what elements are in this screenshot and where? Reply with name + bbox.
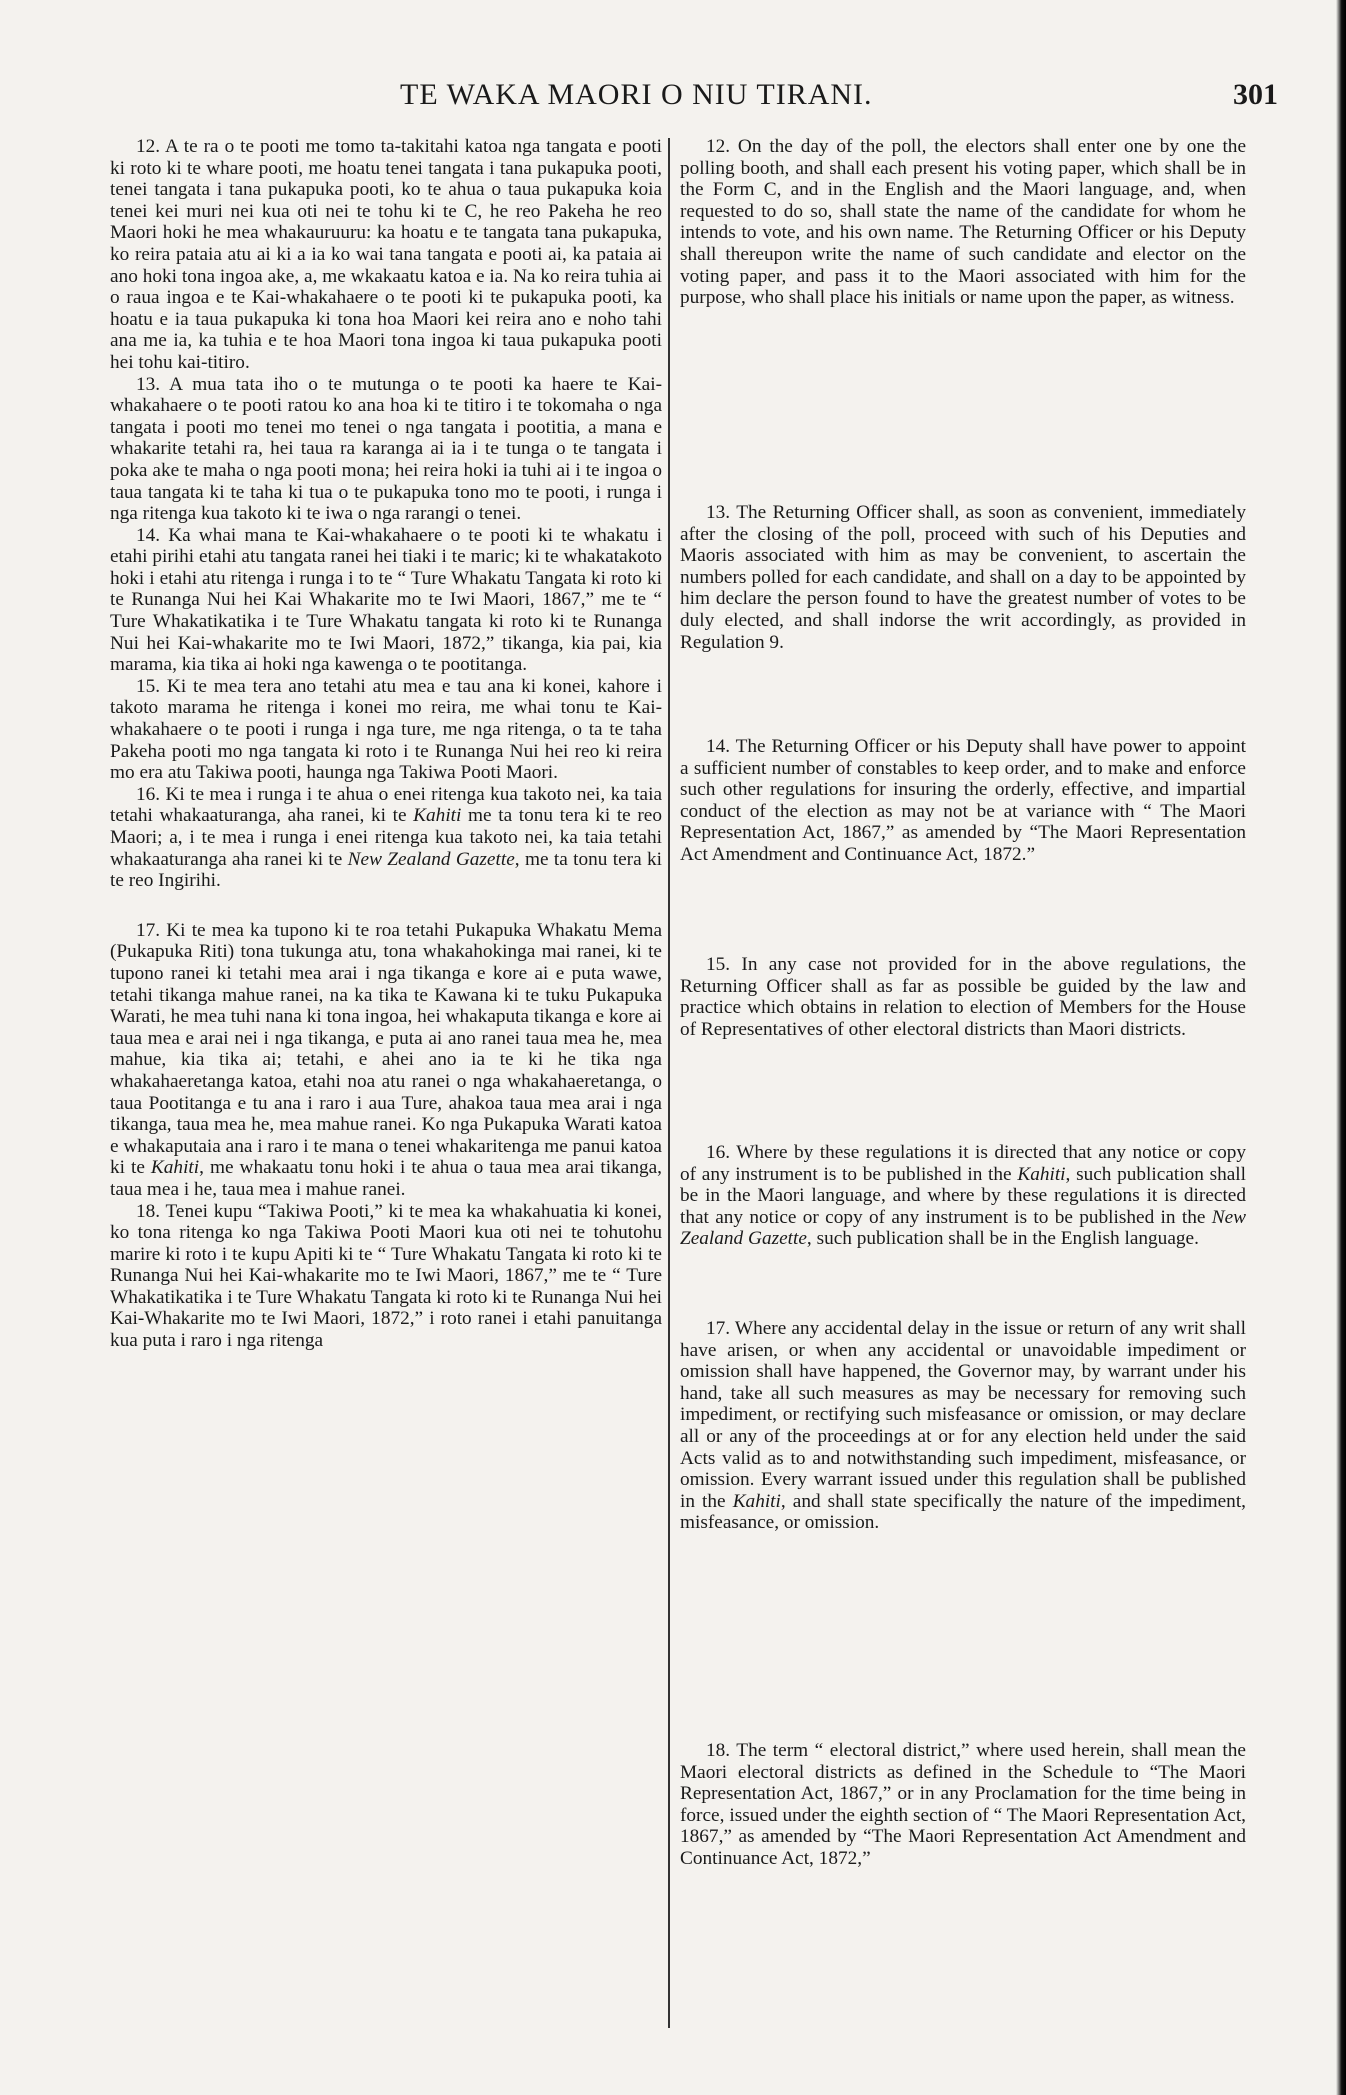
page-title: TE WAKA MAORI O NIU TIRANI. bbox=[400, 78, 873, 111]
english-paragraph-12: 12. On the day of the poll, the electors shall enter one by one the polling booth, and shall each present his voting paper, which shall be in the Form C, and in the English and the Maori language, and, when requested to do so, shall state the name of the candidate for whom he intends to vote, and his own name. The Returning Officer or his Deputy shall thereupon write the name of such candidate and elector on the voting paper, and pass it to the Maori associated with him for the purpose, who shall place his initials or name upon the paper, as witness. bbox=[680, 136, 1246, 309]
english-paragraph-14: 14. The Returning Officer or his Deputy shall have power to appoint a sufficient number of constables to keep order, and to make and enforce such other regulations for insuring the orderly, effective, and impartial conduct of the election as may not be at variance with “ The Maori Representation Act, 1867,” as amended by “The Maori Representation Act Amendment and Continuance Act, 1872.” bbox=[680, 736, 1246, 865]
english-paragraph-13: 13. The Returning Officer shall, as soon as convenient, immediately after the closing of the poll, proceed with such of his Deputies and Maoris associated with him as may be convenient, to ascertain the numbers polled for each candidate, and shall on a day to be appointed by him declare the person found to have the greatest number of votes to be duly elected, and shall indorse the writ accordingly, as provided in Regulation 9. bbox=[680, 502, 1246, 653]
english-paragraph-15: 15. In any case not provided for in the above regulations, the Returning Officer shall as far as possible be guided by the law and practice which obtains in relation to election of Members for the House of Representatives of other electoral districts than Maori districts. bbox=[680, 954, 1246, 1040]
page-number: 301 bbox=[1233, 78, 1278, 111]
maori-paragraph-18: 18. Tenei kupu “Takiwa Pooti,” ki te mea ka whakahuatia ki konei, ko tona ritenga ko nga Takiwa Pooti Maori kua oti nei te tohutohu marire ki roto i te kupu Apiti ki te “ Ture Whakatu Tangata ki roto ki te Runanga Nui hei Kai-whakarite mo te Iwi Maori, 1867,” me te “ Ture Whakatikatika i te Ture Whakatu Tangata ki roto ki te Runanga Nui hei Kai-Whakarite mo te Iwi Maori, 1872,” i roto ranei i etahi panuitanga kua puta i raro i nga ritenga bbox=[110, 1200, 662, 1352]
english-paragraph-18: 18. The term “ electoral district,” where used herein, shall mean the Maori electoral districts as defined in the Schedule to “The Maori Representation Act, 1867,” or in any Proclamation for the time being in force, issued under the eighth section of “ The Maori Representation Act, 1867,” as amended by “The Maori Representation Act Amendment and Continuance Act, 1872,” bbox=[680, 1740, 1246, 1869]
maori-paragraph-15: 15. Ki te mea tera ano tetahi atu mea e tau ana ki konei, kahore i takoto marama he ritenga i konei mo reira, me whai tonu te Kai-whakahaere o te pooti i runga i nga ture, me nga ritenga, o ta te taha Pakeha pooti mo nga tangata ki roto i te Runanga Nui hei reo ki reira mo era atu Takiwa pooti, haunga nga Takiwa Pooti Maori. bbox=[110, 675, 662, 784]
english-paragraph-16: 16. Where by these regulations it is directed that any notice or copy of any instrument is to be published in the Kahiti, such publication shall be in the Maori language, and where by these regulations it is directed that any notice or copy of any instrument is to be published in the New Zealand Gazette, such publication shall be in the English language. bbox=[680, 1142, 1246, 1250]
maori-paragraph-12: 12. A te ra o te pooti me tomo ta-takitahi katoa nga tangata e pooti ki roto ki te whare pooti, me hoatu tenei tangata i tana pukapuka pooti, tenei tangata i tana pukapuka pooti, ko te ahua o taua pukapuka koia tenei kei muri nei kua oti nei te tohu ki te C, he reo Pakeha he reo Maori hoki he mea whakauruuru: ka hoatu e te tangata tana pukapuka, ko reira pataia atu ai ki a ia ko wai tana tangata e pooti ai, ka pataia ai ano hoki tona ingoa ake, a, me wkakaatu katoa e ia. Na ko reira tuhia ai o raua ingoa e te Kai-whakahaere o te pooti ki te pukapuka pooti, ka hoatu e ia taua pukapuka ki tona hoa Maori kei reira ano e noho tahi ana me ia, ka tuhia e te hoa Maori tona ingoa ki taua pukapuka pooti hei tohu kai-titiro. bbox=[110, 136, 662, 373]
column-divider bbox=[668, 138, 670, 2028]
maori-paragraph-13: 13. A mua tata iho o te mutunga o te pooti ka haere te Kai-whakahaere o te pooti ratou ko ana hoa ki te titiro i te tokomaha o nga tangata i pooti mo tenei mo tenei o nga tangata i pootitia, a mana e whakarite tetahi ra, hei taua ra karanga ai ia i te tunga o te tangata i poka ake te maha o nga pooti mona; hei reira hoki ia tuhi ai i te ingoa o taua tangata ki te taha ki tua o te pukapuka tono mo te pooti, i runga i nga ritenga kua takoto ki te iwa o nga rarangi o tenei. bbox=[110, 373, 662, 525]
page-header bbox=[0, 78, 1346, 118]
maori-text-column bbox=[110, 136, 662, 1352]
maori-paragraph-14: 14. Ka whai mana te Kai-whakahaere o te pooti ki te whakatu i etahi pirihi etahi atu tangata ranei hei tiaki i te maric; ki te whakatakoto hoki i etahi atu ritenga i runga i to te “ Ture Whakatu Tangata ki roto ki te Runanga Nui hei Kai Whakarite mo te Iwi Maori, 1867,” me te “ Ture Whakatikatika i te Ture Whakatu tangata ki roto ki te Runanga Nui hei Kai-whakarite mo te Iwi Maori, 1872,” tikanga, kia pai, kia marama, kia tika ai hoki nga kawenga o te pootitanga. bbox=[110, 524, 662, 676]
maori-paragraph-17: 17. Ki te mea ka tupono ki te roa tetahi Pukapuka Whakatu Mema (Pukapuka Riti) tona tukunga atu, tona whakahokinga mai ranei, ki te tupono ranei ki tetahi mea arai i nga tikanga e kore ai e puta wawe, tetahi tikanga mahue ranei, na ka tika te Kawana ki te tuku Pukapuka Warati, he mea tuhi nana ki tona ingoa, hei whakaputa tikanga e kore ai taua mea e arai nei i nga tikanga, e puta ai ano ranei taua mea he, mea mahue, kia tika ai; tetahi, e ahei ano ia te ki he tika nga whakahaeretanga katoa, etahi noa atu ranei o nga whakahaeretanga, o taua Pootitanga e tu ana i raro i aua Ture, ahakoa taua mea arai i nga tikanga, taua mea he, mea mahue ranei. Ko nga Pukapuka Warati katoa e whakaputaia ana i raro i te mana o tenei whakaritenga me panui katoa ki te Kahiti, me whakaatu tonu hoki i te ahua o taua mea arai tikanga, taua mea i he, taua mea i mahue ranei. bbox=[110, 919, 662, 1200]
maori-paragraph-16: 16. Ki te mea i runga i te ahua o enei ritenga kua takoto nei, ka taia tetahi whakaaturanga, aha ranei, ki te Kahiti me ta tonu tera ki te reo Maori; a, i te mea i runga i enei ritenga kua takoto nei, ka taia tetahi whakaaturanga aha ranei ki te New Zealand Gazette, me ta tonu tera ki te reo Ingirihi. bbox=[110, 783, 662, 892]
english-paragraph-17: 17. Where any accidental delay in the issue or return of any writ shall have arisen, or when any accidental or unavoidable impediment or omission shall have happened, the Governor may, by warrant under his hand, take all such measures as may be necessary for removing such impediment, or rectifying such misfeasance or omission, or may declare all or any of the proceedings at or for any election held under the said Acts valid as to and notwithstanding such impediment, misfeasance, or omission. Every warrant issued under this regulation shall be published in the Kahiti, and shall state specifically the nature of the impediment, misfeasance, or omission. bbox=[680, 1318, 1246, 1534]
page-edge-shadow bbox=[1336, 0, 1346, 2095]
